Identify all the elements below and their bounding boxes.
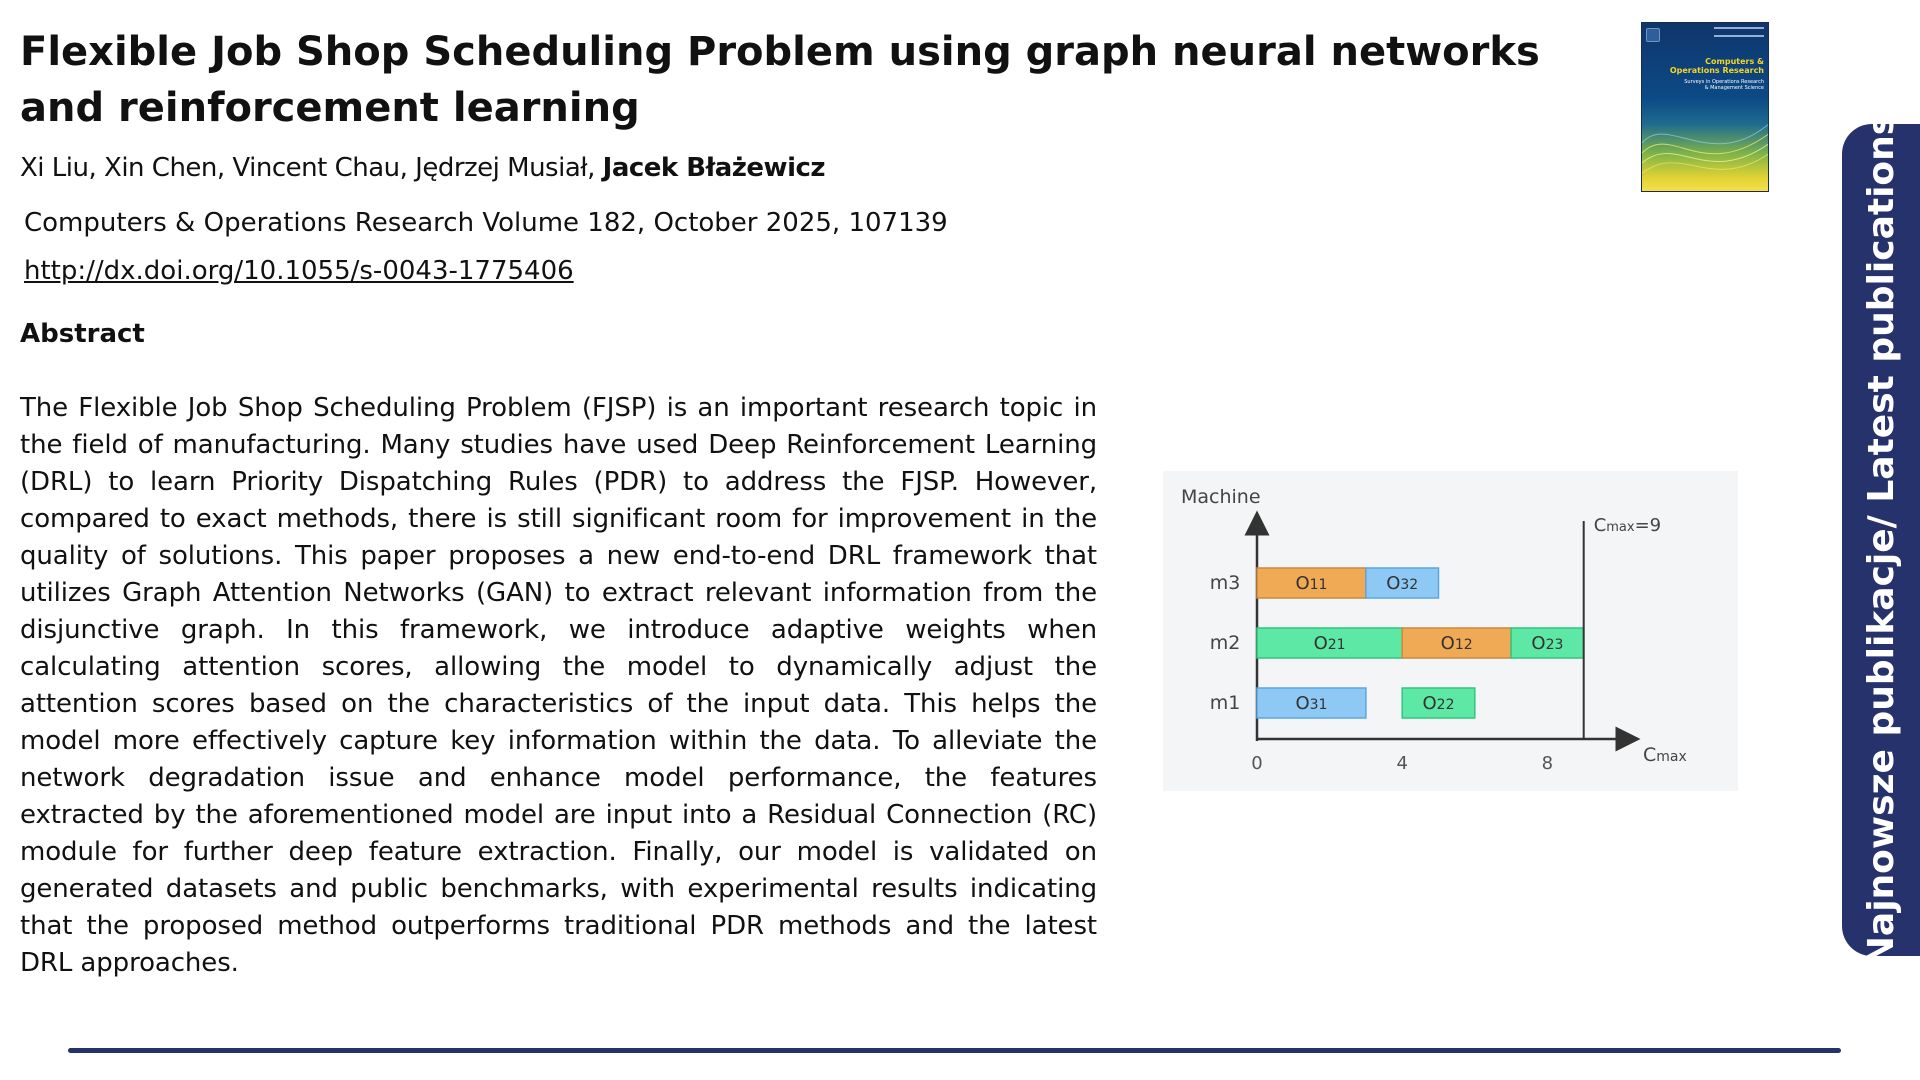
- paper-title: Flexible Job Shop Scheduling Problem using graph neural networks and reinforcement learning: [20, 29, 1540, 131]
- op-label-o32: O32: [1386, 573, 1419, 594]
- machine-label-m3: m3: [1209, 572, 1241, 594]
- gantt-chart: [1163, 471, 1738, 791]
- op-label-o21: O21: [1313, 633, 1346, 654]
- journal-citation: Computers & Operations Research Volume 182, October 2025, 107139: [24, 208, 948, 238]
- cover-meta-bar: [1714, 27, 1764, 37]
- cover-subtitle: [1654, 79, 1764, 91]
- author-highlighted: Jacek Błażewicz: [602, 153, 826, 183]
- y-axis-label: Machine: [1181, 486, 1261, 508]
- machine-label-m2: m2: [1209, 632, 1241, 654]
- latest-publications-tab: [1842, 113, 1920, 967]
- authors-regular: Xi Liu, Xin Chen, Vincent Chau, Jędrzej Musiał,: [20, 153, 603, 183]
- machine-label-m1: m1: [1209, 692, 1241, 714]
- x-tick-label-8: 8: [1541, 753, 1554, 774]
- cmax-label: Cmax=9: [1593, 515, 1662, 536]
- gantt-chart-figure: [1163, 471, 1738, 791]
- x-axis-label: Cmax: [1643, 744, 1687, 766]
- cover-subtitle-line1: Surveys in Operations Research: [1684, 79, 1764, 85]
- cover-wave-graphic: [1642, 113, 1769, 192]
- author-list: [20, 150, 1560, 186]
- cover-subtitle-line2: & Management Science: [1704, 85, 1764, 91]
- cover-title: [1654, 57, 1764, 75]
- publisher-logo-icon: [1646, 28, 1660, 42]
- x-tick-label-0: 0: [1251, 753, 1263, 774]
- abstract-text: The Flexible Job Shop Scheduling Problem (FJSP) is an important research topic in the field of manufacturing. Many studies have used Deep Reinforcement Learning (DRL) to learn Priority Dispatching Rules (PDR) to address the FJSP. However, compared to exact methods, there is still significant room for improvement in the quality of solutions. This paper proposes a new end-to-end DRL framework that utilizes Graph Attention Networks (GAN) to extract relevant information from the disjunctive graph. In this framework, we introduce adaptive weights when calculating attention scores, allowing the model to dynamically adjust the attention scores based on the characteristics of the input data. This helps the model more effectively capture key information within the data. To alleviate the network degradation issue and enhance model performance, the features extracted by the aforementioned model are input into a Residual Connection (RC) module for further deep feature extraction. Finally, our model is validated on generated datasets and public benchmarks, with experimental results indicating that the proposed method outperforms traditional PDR methods and the latest DRL approaches.: [20, 393, 1097, 978]
- op-label-o31: O31: [1295, 693, 1328, 714]
- cover-title-line1: Computers &: [1705, 57, 1764, 66]
- footer-divider: [68, 1048, 1841, 1053]
- op-label-o22: O22: [1422, 693, 1455, 714]
- abstract-heading: Abstract: [20, 319, 145, 349]
- side-tab-label: Najnowsze publikacje/ Latest publications: [1861, 113, 1902, 967]
- cover-title-line2: Operations Research: [1669, 66, 1764, 75]
- op-label-o11: O11: [1295, 573, 1328, 594]
- doi-link[interactable]: http://dx.doi.org/10.1055/s-0043-1775406: [24, 256, 574, 286]
- op-label-o23: O23: [1531, 633, 1564, 654]
- journal-cover-image: [1641, 22, 1769, 192]
- op-label-o12: O12: [1440, 633, 1473, 654]
- x-tick-label-4: 4: [1396, 753, 1408, 774]
